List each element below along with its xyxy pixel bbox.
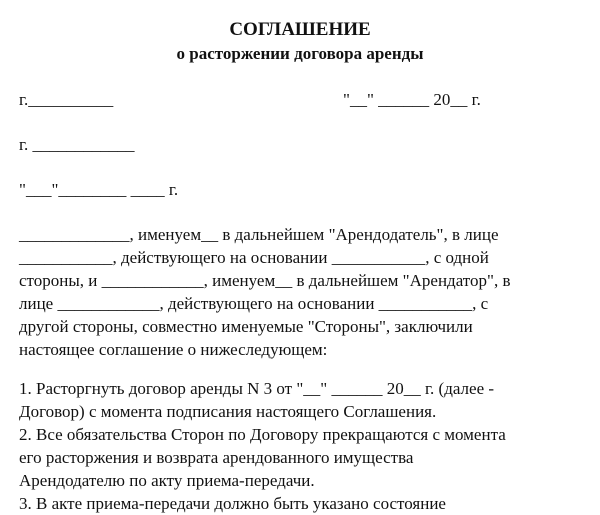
clause-2-line-1: 2. Все обязательства Сторон по Договору прекращаются с момента — [19, 425, 506, 444]
city-line: г. ____________ — [19, 135, 135, 154]
body-line-5: другой стороны, совместно именуемые "Стороны", заключили — [19, 317, 473, 336]
body-line-4: лице ____________, действующего на основании ___________, с — [19, 294, 489, 313]
body-line-3: стороны, и ____________, именуем__ в дальнейшем "Арендатор", в — [19, 271, 511, 290]
clause-3-line-1: 3. В акте приема-передачи должно быть указано состояние — [19, 494, 446, 513]
body-line-1: _____________, именуем__ в дальнейшем "Арендодатель", в лице — [19, 225, 499, 244]
document-title: СОГЛАШЕНИЕ — [229, 19, 371, 40]
clause-2-line-3: Арендодателю по акту приема-передачи. — [19, 471, 315, 490]
clause-1-line-2: Договор) с момента подписания настоящего Соглашения. — [19, 402, 437, 421]
body-line-6: настоящее соглашение о нижеследующем: — [19, 340, 328, 359]
document-subtitle: о расторжении договора аренды — [176, 44, 424, 63]
date-line-secondary: "___"________ ____ г. — [19, 180, 179, 199]
date-line: "__" ______ 20__ г. — [343, 90, 481, 109]
clause-2-line-2: его расторжения и возврата арендованного имущества — [19, 448, 414, 467]
body-line-2: ___________, действующего на основании ___________, с одной — [19, 248, 489, 267]
clause-1-line-1: 1. Расторгнуть договор аренды N 3 от "__" ______ 20__ г. (далее - — [19, 379, 495, 398]
place-line: г.__________ — [19, 90, 114, 109]
